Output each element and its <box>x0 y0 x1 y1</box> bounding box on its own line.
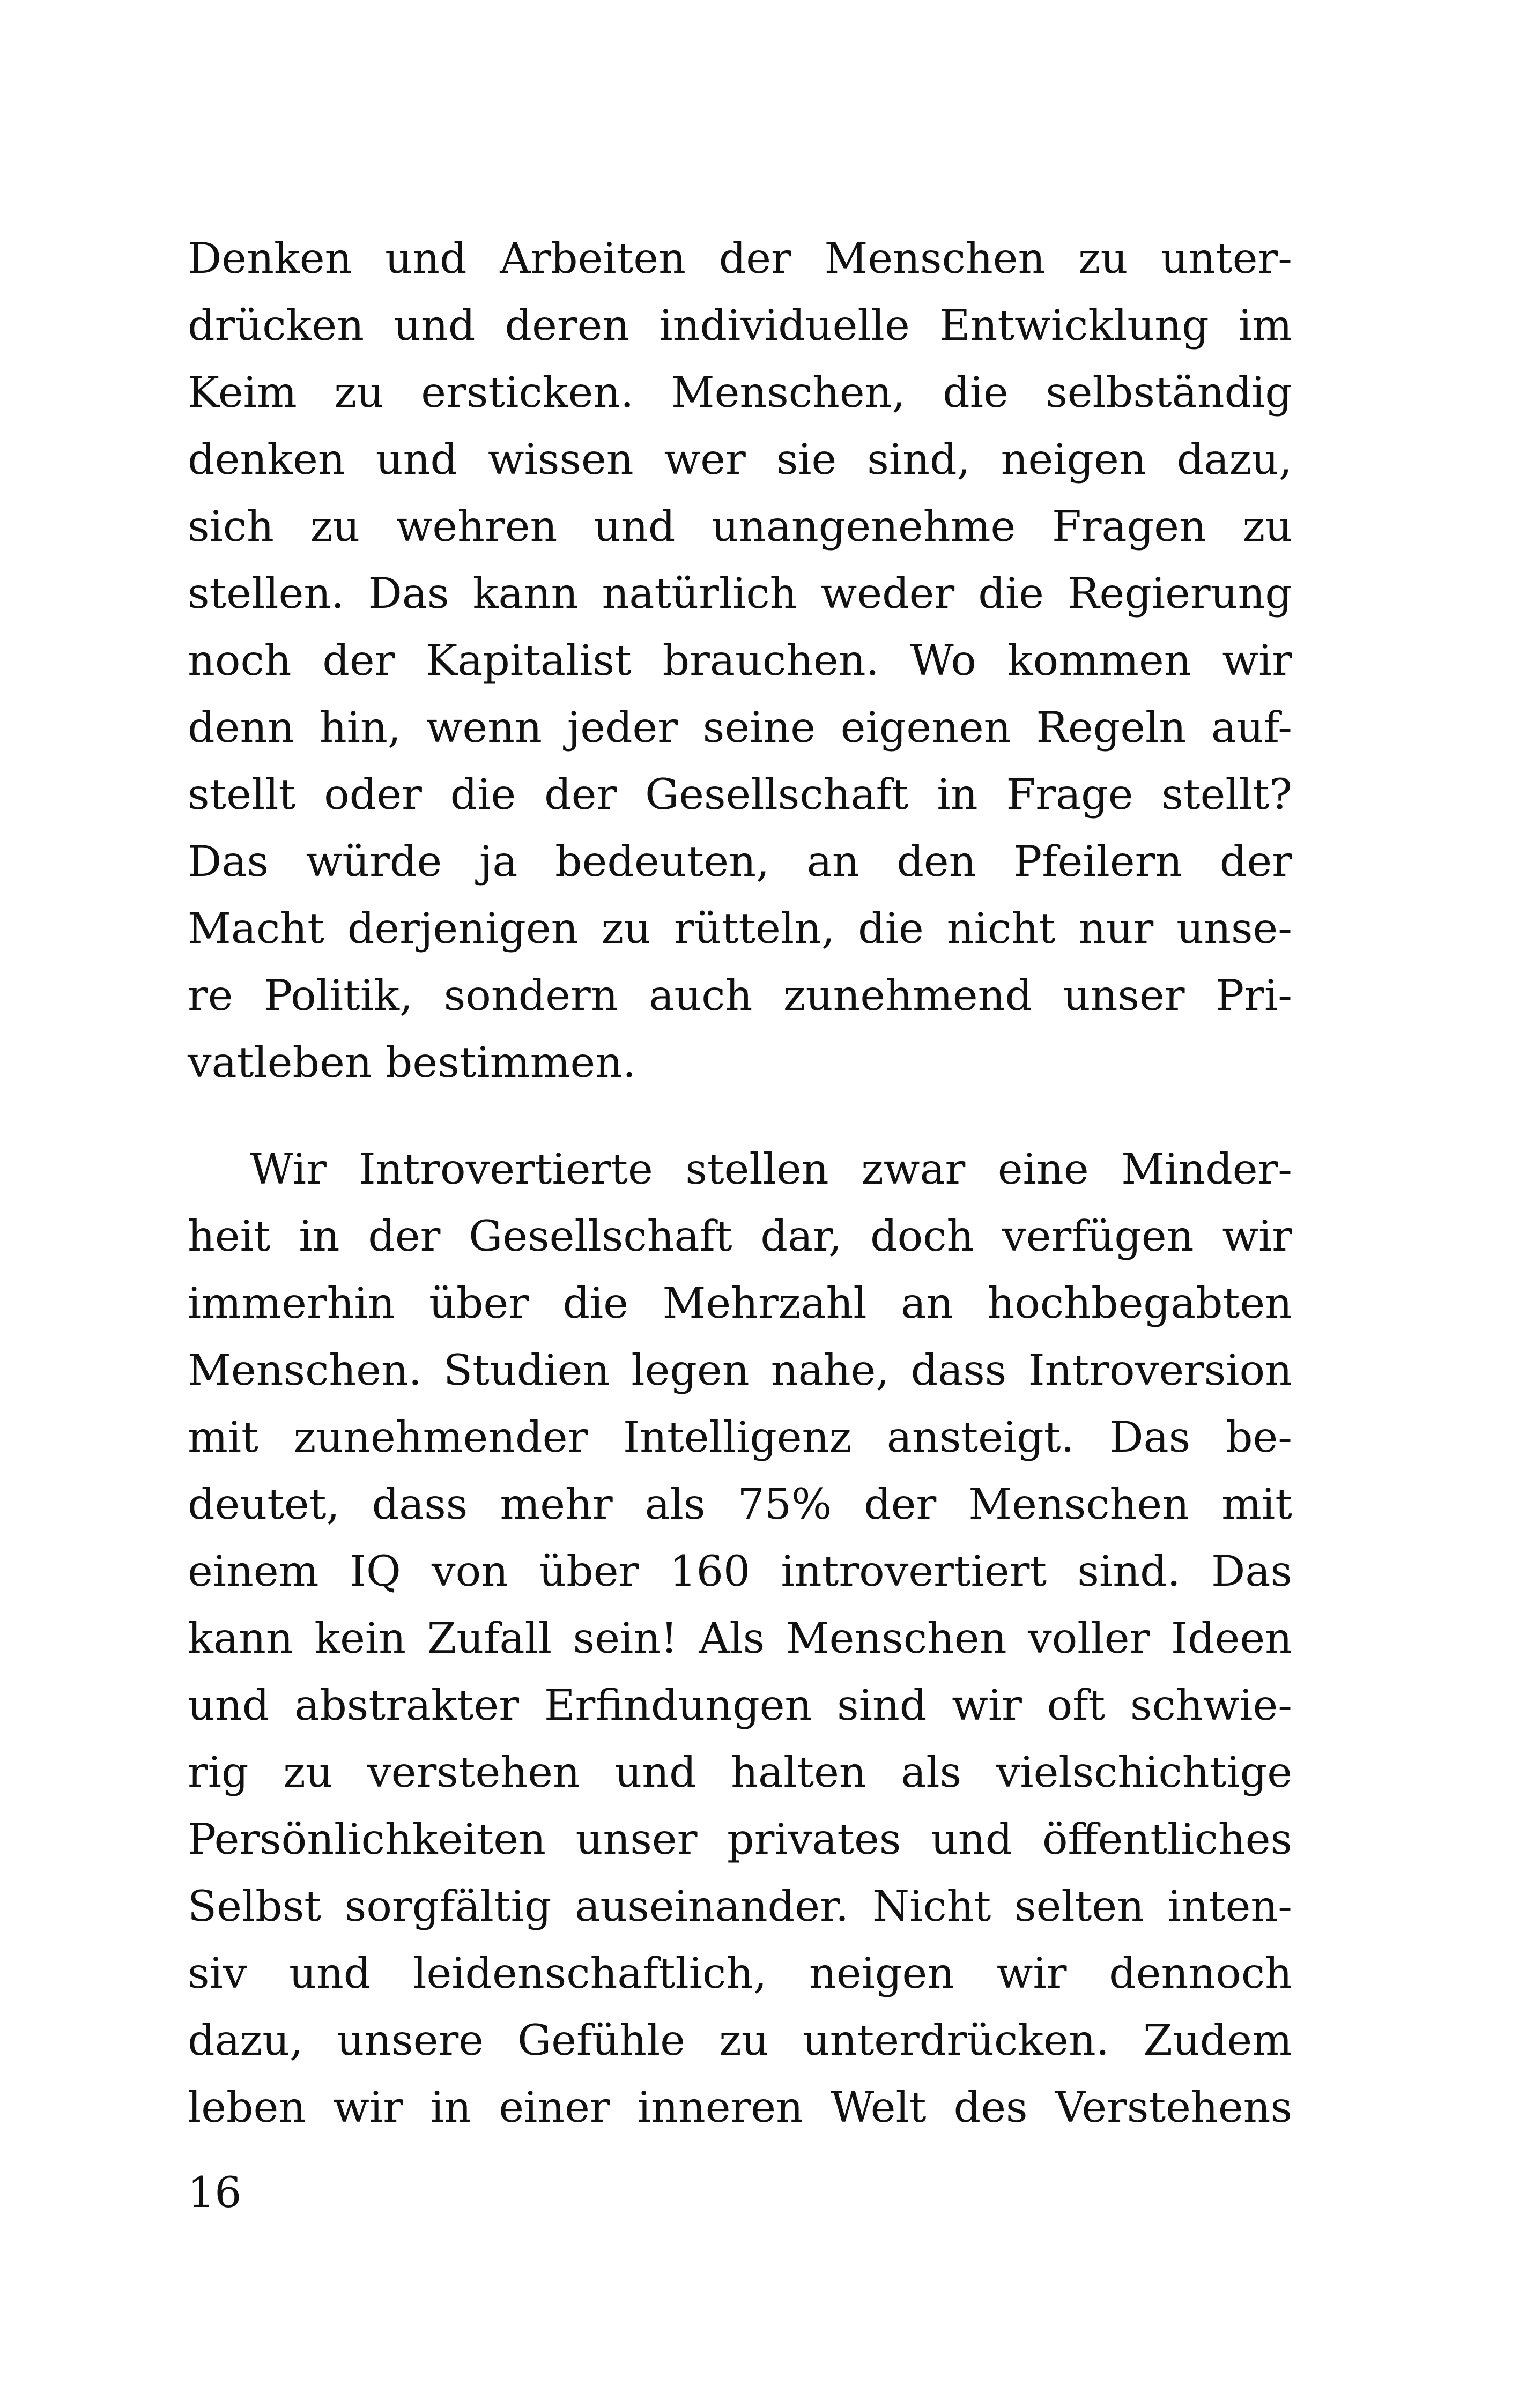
text-line: denn hin, wenn jeder seine eigenen Regeln auf- <box>188 703 1292 752</box>
text-line: dazu, unsere Gefühle zu unterdrücken. Zudem <box>188 2016 1292 2065</box>
text-line: denken und wissen wer sie sind, neigen dazu, <box>188 435 1292 484</box>
text-line: heit in der Gesellschaft dar, doch verfügen wir <box>188 1212 1292 1261</box>
text-line: siv und leidenschaftlich, neigen wir dennoch <box>188 1949 1292 1998</box>
text-line: drücken und deren individuelle Entwicklung im <box>188 301 1292 350</box>
text-line: mit zunehmender Intelligenz ansteigt. Das be- <box>188 1413 1292 1462</box>
text-line: vatleben bestimmen. <box>188 1038 636 1087</box>
text-line: Das würde ja bedeuten, an den Pfeilern der <box>188 837 1292 886</box>
text-line: Denken und Arbeiten der Menschen zu unter- <box>188 234 1292 283</box>
text-line: Wir Introvertierte stellen zwar eine Minder- <box>250 1144 1292 1194</box>
text-line: sich zu wehren und unangenehme Fragen zu <box>188 502 1292 551</box>
text-line: und abstrakter Erfindungen sind wir oft schwie- <box>188 1681 1292 1730</box>
text-line: Selbst sorgfältig auseinander. Nicht selten inten- <box>188 1882 1292 1931</box>
text-line: Keim zu ersticken. Menschen, die selbständig <box>188 368 1292 417</box>
body-text <box>188 225 1292 2141</box>
text-line: kann kein Zufall sein! Als Menschen voller Ideen <box>188 1614 1292 1663</box>
text-line: deutet, dass mehr als 75% der Menschen mit <box>188 1480 1292 1529</box>
text-line: stellen. Das kann natürlich weder die Regierung <box>188 569 1292 618</box>
paragraph-spacing <box>188 1096 1292 1136</box>
text-line: leben wir in einer inneren Welt des Verstehens <box>188 2083 1292 2132</box>
text-line: stellt oder die der Gesellschaft in Frage stellt? <box>188 770 1292 819</box>
text-line: immerhin über die Mehrzahl an hochbegabten <box>188 1279 1292 1328</box>
text-line: noch der Kapitalist brauchen. Wo kommen wir <box>188 636 1292 685</box>
paragraph-1 <box>188 225 1292 1096</box>
page-number: 16 <box>188 2168 242 2217</box>
text-line: rig zu verstehen und halten als vielschichtige <box>188 1748 1292 1797</box>
text-line: einem IQ von über 160 introvertiert sind. Das <box>188 1547 1292 1596</box>
text-line: Macht derjenigen zu rütteln, die nicht nur unse- <box>188 904 1292 953</box>
text-line: Menschen. Studien legen nahe, dass Introversion <box>188 1346 1292 1395</box>
paragraph-2 <box>188 1136 1292 2141</box>
text-line: re Politik, sondern auch zunehmend unser Pri- <box>188 971 1292 1020</box>
text-line: Persönlichkeiten unser privates und öffentliches <box>188 1815 1292 1864</box>
